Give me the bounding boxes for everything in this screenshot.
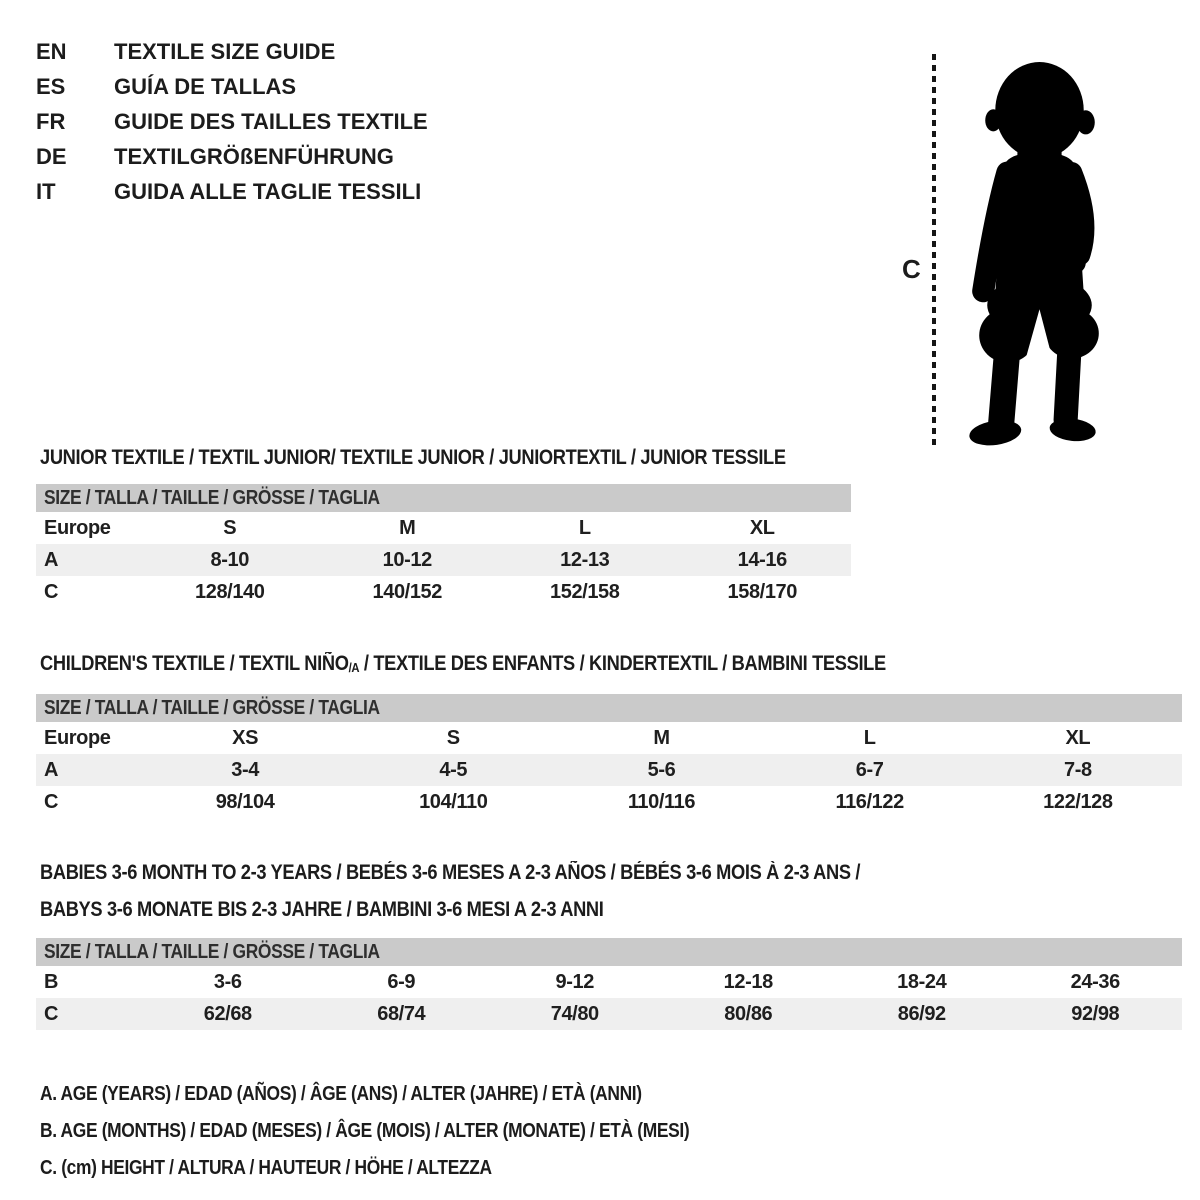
size-value: S: [223, 516, 237, 539]
size-value: 7-8: [974, 754, 1182, 786]
size-value: 98/104: [215, 790, 275, 813]
size-value: 74/80: [488, 998, 662, 1030]
language-title: TEXTILGRÖßENFÜHRUNG: [114, 144, 394, 169]
language-title: GUIDE DES TAILLES TEXTILE: [114, 109, 428, 134]
size-table-header: [36, 694, 1182, 722]
size-value: 110/116: [627, 790, 696, 813]
legend-line-b: [40, 1113, 1182, 1150]
table-row-months: [36, 966, 1182, 998]
language-title: GUÍA DE TALLAS: [114, 74, 297, 99]
language-code: ES: [36, 74, 66, 99]
babies-size-table: [36, 938, 1182, 1030]
size-value: M: [399, 516, 416, 539]
junior-section-title-text: JUNIOR TEXTILE / TEXTIL JUNIOR/ TEXTILE JUNIOR / JUNIORTEXTIL / JUNIOR TESSILE: [40, 446, 786, 469]
legend-line-b-text: B. AGE (MONTHS) / EDAD (MESES) / ÂGE (MOIS) / ALTER (MONATE) / ETÀ (MESI): [40, 1120, 690, 1142]
legend-line-c: [40, 1150, 1182, 1187]
size-value: 5-6: [557, 754, 765, 786]
table-row-europe: [36, 722, 1182, 754]
table-row-height: [36, 786, 1182, 818]
size-value: XS: [232, 726, 259, 749]
toddler-silhouette-icon: [950, 52, 1128, 454]
size-value: L: [578, 516, 591, 539]
language-code: IT: [36, 179, 56, 204]
size-table-header-text: SIZE / TALLA / TAILLE / GRÖSSE / TAGLIA: [44, 940, 380, 963]
language-title: TEXTILE SIZE GUIDE: [114, 39, 336, 64]
legend-line-a: [40, 1076, 1182, 1113]
size-value: 80/86: [662, 998, 836, 1030]
size-value: 18-24: [897, 970, 947, 993]
height-measure-label: C: [902, 254, 921, 284]
legend-line-a-text: A. AGE (YEARS) / EDAD (AÑOS) / ÂGE (ANS) / ALTER (JAHRE) / ETÀ (ANNI): [40, 1083, 642, 1105]
size-value: 116/122: [835, 790, 904, 813]
junior-size-table: [36, 484, 851, 608]
size-value: 14-16: [674, 544, 852, 576]
size-value: 12-13: [496, 544, 674, 576]
size-value: 152/158: [550, 580, 620, 603]
table-row-height: [36, 998, 1182, 1030]
table-row-age: [36, 544, 851, 576]
table-row-height: [36, 576, 851, 608]
size-value: 68/74: [315, 998, 489, 1030]
language-code: DE: [36, 144, 67, 169]
children-title-sub: /A: [348, 660, 360, 675]
height-figure: [902, 52, 1164, 454]
babies-section-title: [40, 854, 1182, 928]
row-label: B: [44, 970, 59, 993]
header: [36, 34, 1182, 446]
row-label: C: [44, 580, 59, 603]
size-value: 3-4: [141, 754, 349, 786]
table-row-age: [36, 754, 1182, 786]
junior-section: [36, 446, 1182, 608]
row-label: Europe: [44, 516, 111, 539]
size-value: M: [653, 726, 670, 749]
row-label: C: [44, 790, 59, 813]
babies-section: [36, 854, 1182, 1030]
table-row-europe: [36, 512, 851, 544]
size-table-header-text: SIZE / TALLA / TAILLE / GRÖSSE / TAGLIA: [44, 696, 380, 719]
children-section: [36, 652, 1182, 818]
children-size-table: [36, 694, 1182, 818]
size-value: XL: [749, 516, 775, 539]
height-measure-line: [932, 54, 936, 450]
size-table-header: [36, 938, 1182, 966]
language-code: FR: [36, 109, 66, 134]
size-value: 158/170: [727, 580, 797, 603]
size-value: 10-12: [319, 544, 497, 576]
size-value: 122/128: [1043, 790, 1113, 813]
babies-title-line1-wrap: [40, 854, 1182, 891]
row-label: A: [36, 754, 141, 786]
size-value: 140/152: [372, 580, 442, 603]
language-title: GUIDA ALLE TAGLIE TESSILI: [114, 179, 422, 204]
babies-title-line2-wrap: [40, 891, 1182, 928]
children-section-title: [40, 652, 1182, 680]
size-value: S: [446, 726, 460, 749]
size-value: 104/110: [419, 790, 488, 813]
size-value: XL: [1065, 726, 1091, 749]
size-value: L: [863, 726, 876, 749]
size-header-row: [36, 484, 851, 512]
size-header-row: [36, 694, 1182, 722]
size-value: 6-9: [387, 970, 416, 993]
children-section-title-text: [40, 652, 886, 680]
size-value: 4-5: [349, 754, 557, 786]
size-value: 9-12: [555, 970, 594, 993]
row-label: Europe: [44, 726, 111, 749]
size-table-header-text: SIZE / TALLA / TAILLE / GRÖSSE / TAGLIA: [44, 486, 380, 509]
size-value: 128/140: [195, 580, 265, 603]
size-value: 92/98: [1009, 998, 1183, 1030]
row-label: C: [36, 998, 141, 1030]
legend-line-c-text: C. (cm) HEIGHT / ALTURA / HAUTEUR / HÖHE / ALTEZZA: [40, 1157, 492, 1179]
size-value: 3-6: [213, 970, 242, 993]
size-value: 62/68: [141, 998, 315, 1030]
children-title-prefix: CHILDREN'S TEXTILE / TEXTIL NIÑO: [40, 652, 349, 675]
row-label: A: [36, 544, 141, 576]
size-value: 8-10: [141, 544, 319, 576]
size-value: 6-7: [766, 754, 974, 786]
size-value: 24-36: [1070, 970, 1120, 993]
language-code: EN: [36, 39, 67, 64]
size-table-header: [36, 484, 851, 512]
children-title-suffix: / TEXTILE DES ENFANTS / KINDERTEXTIL / BAMBINI TESSILE: [359, 652, 886, 675]
size-header-row: [36, 938, 1182, 966]
legend: [40, 1076, 1182, 1187]
size-value: 12-18: [723, 970, 773, 993]
babies-title-line2: BABYS 3-6 MONATE BIS 2-3 JAHRE / BAMBINI 3-6 MESI A 2-3 ANNI: [40, 898, 604, 921]
babies-title-line1: BABIES 3-6 MONTH TO 2-3 YEARS / BEBÉS 3-6 MESES A 2-3 AÑOS / BÉBÉS 3-6 MOIS À 2-3 ANS /: [40, 861, 861, 884]
size-value: 86/92: [835, 998, 1009, 1030]
